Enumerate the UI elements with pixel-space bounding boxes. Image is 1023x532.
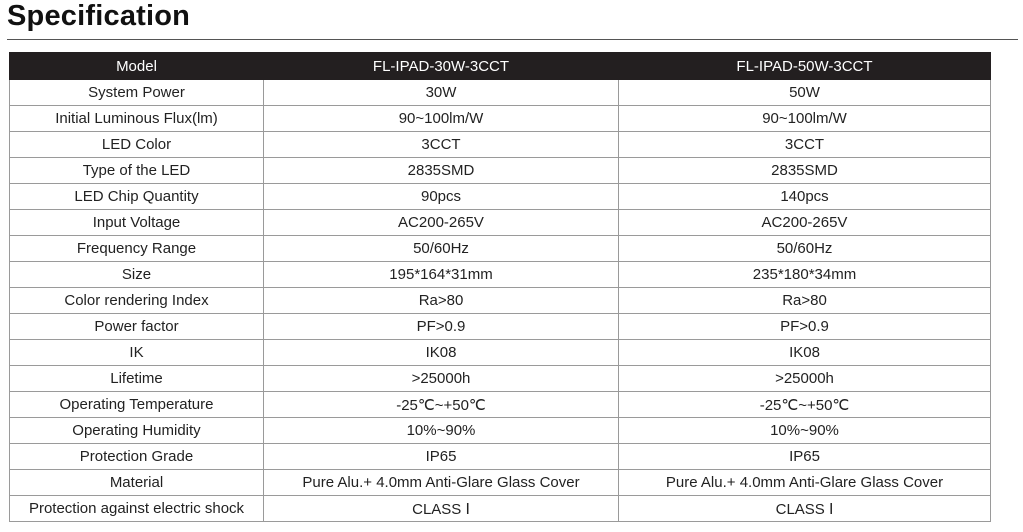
table-row bbox=[10, 366, 991, 392]
row-value-30w: IK08 bbox=[264, 340, 619, 366]
row-value-30w: >25000h bbox=[264, 366, 619, 392]
row-value-30w: CLASS Ⅰ bbox=[264, 496, 619, 522]
row-label: Protection against electric shock bbox=[10, 496, 264, 522]
row-label: Operating Temperature bbox=[10, 392, 264, 418]
row-value-50w: IP65 bbox=[619, 444, 991, 470]
row-value-50w: Pure Alu.+ 4.0mm Anti-Glare Glass Cover bbox=[619, 470, 991, 496]
table-row bbox=[10, 314, 991, 340]
table-header-row bbox=[10, 53, 991, 80]
row-label: LED Color bbox=[10, 132, 264, 158]
row-value-50w: 90~100lm/W bbox=[619, 106, 991, 132]
header-cell-model: Model bbox=[10, 53, 264, 80]
row-value-30w: 90pcs bbox=[264, 184, 619, 210]
row-label: Material bbox=[10, 470, 264, 496]
row-value-50w: 140pcs bbox=[619, 184, 991, 210]
row-value-30w: 2835SMD bbox=[264, 158, 619, 184]
table-row bbox=[10, 184, 991, 210]
table-row bbox=[10, 418, 991, 444]
row-value-50w: IK08 bbox=[619, 340, 991, 366]
row-value-50w: 2835SMD bbox=[619, 158, 991, 184]
header-cell-model-30w: FL-IPAD-30W-3CCT bbox=[264, 53, 619, 80]
row-value-30w: 3CCT bbox=[264, 132, 619, 158]
row-label: Initial Luminous Flux(lm) bbox=[10, 106, 264, 132]
row-label: LED Chip Quantity bbox=[10, 184, 264, 210]
table-row bbox=[10, 210, 991, 236]
table-row bbox=[10, 158, 991, 184]
row-label: Lifetime bbox=[10, 366, 264, 392]
row-value-30w: AC200-265V bbox=[264, 210, 619, 236]
row-label: Color rendering Index bbox=[10, 288, 264, 314]
table-row bbox=[10, 236, 991, 262]
table-row bbox=[10, 132, 991, 158]
table-row bbox=[10, 392, 991, 418]
table-row bbox=[10, 80, 991, 106]
table-row bbox=[10, 444, 991, 470]
row-value-30w: Ra>80 bbox=[264, 288, 619, 314]
header-cell-model-50w: FL-IPAD-50W-3CCT bbox=[619, 53, 991, 80]
row-value-50w: CLASS Ⅰ bbox=[619, 496, 991, 522]
row-label: Protection Grade bbox=[10, 444, 264, 470]
table-row bbox=[10, 288, 991, 314]
table-row bbox=[10, 106, 991, 132]
row-value-50w: 3CCT bbox=[619, 132, 991, 158]
table-row bbox=[10, 340, 991, 366]
row-label: Operating Humidity bbox=[10, 418, 264, 444]
row-value-30w: -25℃~+50℃ bbox=[264, 392, 619, 418]
table-row bbox=[10, 470, 991, 496]
row-value-30w: 90~100lm/W bbox=[264, 106, 619, 132]
specification-table bbox=[9, 52, 991, 522]
row-label: Frequency Range bbox=[10, 236, 264, 262]
row-value-30w: 30W bbox=[264, 80, 619, 106]
row-value-50w: Ra>80 bbox=[619, 288, 991, 314]
row-value-50w: 235*180*34mm bbox=[619, 262, 991, 288]
row-label: Power factor bbox=[10, 314, 264, 340]
row-value-50w: 50/60Hz bbox=[619, 236, 991, 262]
row-value-50w: 10%~90% bbox=[619, 418, 991, 444]
row-value-50w: -25℃~+50℃ bbox=[619, 392, 991, 418]
row-label: IK bbox=[10, 340, 264, 366]
row-value-30w: 10%~90% bbox=[264, 418, 619, 444]
row-label: System Power bbox=[10, 80, 264, 106]
table-row bbox=[10, 262, 991, 288]
row-value-30w: 50/60Hz bbox=[264, 236, 619, 262]
row-label: Size bbox=[10, 262, 264, 288]
row-label: Input Voltage bbox=[10, 210, 264, 236]
row-label: Type of the LED bbox=[10, 158, 264, 184]
row-value-30w: Pure Alu.+ 4.0mm Anti-Glare Glass Cover bbox=[264, 470, 619, 496]
page-title: Specification bbox=[7, 0, 191, 32]
row-value-50w: 50W bbox=[619, 80, 991, 106]
title-divider bbox=[7, 39, 1018, 40]
row-value-50w: AC200-265V bbox=[619, 210, 991, 236]
row-value-50w: PF>0.9 bbox=[619, 314, 991, 340]
row-value-30w: PF>0.9 bbox=[264, 314, 619, 340]
row-value-30w: 195*164*31mm bbox=[264, 262, 619, 288]
row-value-30w: IP65 bbox=[264, 444, 619, 470]
table-row bbox=[10, 496, 991, 522]
row-value-50w: >25000h bbox=[619, 366, 991, 392]
